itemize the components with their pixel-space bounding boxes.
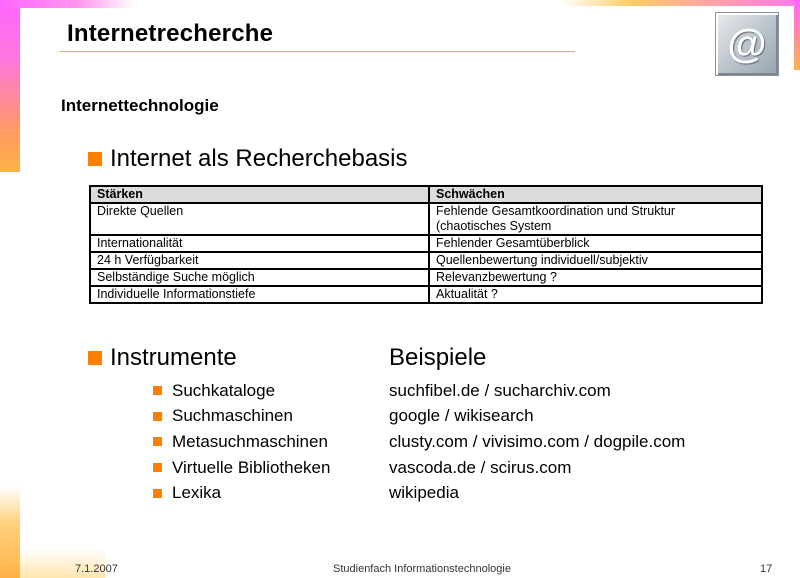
section-heading-label: Internet als Recherchebasis [110,145,408,172]
instrument-label: Suchmaschinen [172,406,293,426]
orange-square-bullet-icon [153,437,162,446]
table-cell: Fehlender Gesamtüberblick [429,235,762,252]
examples-list [389,378,685,506]
section-heading-recherchebasis [88,145,408,173]
instrument-label: Lexika [172,483,222,503]
orange-square-bullet-icon [153,412,162,421]
table-cell: Individuelle Informationstiefe [90,286,429,303]
at-sign-icon: @ [715,12,779,76]
title-underline [60,51,575,52]
table-row [90,203,762,235]
decorative-gradient-left-bottom [0,486,20,578]
list-item [153,455,330,481]
section-heading-label: Instrumente [110,344,237,371]
table-row [90,252,762,269]
instrument-label: Suchkataloge [172,380,276,400]
table-cell: Relevanzbewertung ? [429,269,762,286]
example-item: suchfibel.de / sucharchiv.com [389,380,611,400]
orange-square-bullet-icon [153,463,162,472]
table-cell: Fehlende Gesamtkoordination und Struktur (chaotisches System [429,203,762,235]
decorative-gradient-top-right [560,0,800,6]
decorative-gradient-top-left [0,0,135,8]
footer-page-number: 17 [760,563,773,575]
strengths-weaknesses-table [89,185,763,304]
section-heading-instrumente [88,344,237,372]
list-item [153,378,330,404]
example-item: wikipedia [389,483,459,503]
table-cell: Quellenbewertung individuell/subjektiv [429,252,762,269]
instrument-label: Metasuchmaschinen [172,431,328,451]
footer-date: 7.1.2007 [75,563,118,575]
list-item [153,429,330,455]
example-item: clusty.com / vivisimo.com / dogpile.com [389,431,686,451]
table-header-row [90,186,762,203]
slide-title: Internetrecherche [67,20,274,47]
table-row [90,269,762,286]
slide-subtitle: Internettechnologie [61,96,219,115]
orange-square-bullet-icon [88,152,102,166]
table-cell: Selbständige Suche möglich [90,269,429,286]
table-cell: Aktualität ? [429,286,762,303]
instruments-list [153,378,330,506]
instrument-label: Virtuelle Bibliotheken [172,457,331,477]
decorative-gradient-left-top [0,0,20,172]
table-cell: Internationalität [90,235,429,252]
orange-square-bullet-icon [153,489,162,498]
table-header-cell: Schwächen [429,186,762,203]
decorative-gradient-right-top [794,0,800,70]
example-item: vascoda.de / scirus.com [389,457,572,477]
table-cell: Direkte Quellen [90,203,429,235]
list-item [153,480,330,506]
table-row [90,235,762,252]
table-cell: 24 h Verfügbarkeit [90,252,429,269]
footer-course: Studienfach Informationstechnologie [333,563,511,575]
orange-square-bullet-icon [153,386,162,395]
list-item [153,404,330,430]
examples-heading: Beispiele [389,344,487,371]
table-row [90,286,762,303]
orange-square-bullet-icon [88,351,102,365]
example-item: google / wikisearch [389,406,534,426]
table-header-cell: Stärken [90,186,429,203]
